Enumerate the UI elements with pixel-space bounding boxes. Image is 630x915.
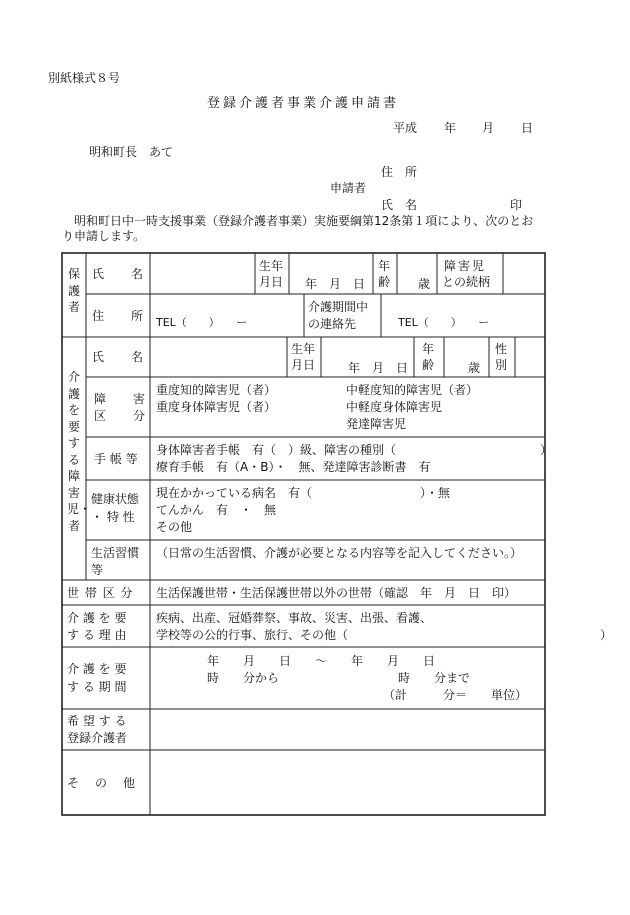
child-birth-label-2: 月日 <box>291 358 316 372</box>
child-sex-label-1: 性 <box>495 342 508 356</box>
reason-line-1: 疾病、出産、冠婚葬祭、事故、災害、出張、看護、 <box>156 611 433 625</box>
applicant-name-label: 氏 名 <box>381 198 418 212</box>
guardian-birth-label-1: 生年 <box>259 259 284 273</box>
contact-tel: TEL（ ） ー <box>398 316 490 329</box>
child-sex-label-2: 別 <box>495 358 508 372</box>
guardian-relation-label-2: との続柄 <box>442 275 491 289</box>
intro-line-1: 明和町日中一時支援事業（登録介護者事業）実施要綱第12条第１項により、次のとお <box>74 214 534 228</box>
date-month: 月 <box>482 121 495 135</box>
handbook-line-2: 療育手帳 有（A・B）・ 無、発達障害診断書 有 <box>156 460 431 474</box>
child-age-label-1: 年 <box>422 342 435 356</box>
guardian-age-label-2: 齢 <box>378 275 391 289</box>
period-line-3: （計 分＝ 単位） <box>383 688 528 702</box>
guardian-name-label: 氏 名 <box>92 267 145 281</box>
guardian-tel: TEL（ ） ー <box>156 316 248 329</box>
handbook-label: 手 帳 等 <box>94 452 138 466</box>
applicant-address-label: 住 所 <box>381 165 418 179</box>
period-label-1: 介 護 を 要 <box>67 662 127 676</box>
period-line-1: 年 月 日 ～ 年 月 日 <box>207 654 436 668</box>
household-label: 世 帯 区 分 <box>67 586 134 600</box>
page-title: 登録介護者事業介護申請書 <box>207 96 400 111</box>
caregiver-label-2: 登録介護者 <box>67 731 128 745</box>
handbook-line-1: 身体障害者手帳 有（ ）級、障害の種別（ ） <box>156 443 553 457</box>
habits-label-2: 等 <box>91 563 104 577</box>
disability-label-2: 区 分 <box>94 409 147 423</box>
reason-label-1: 介 護 を 要 <box>67 611 127 625</box>
form-number: 別紙様式８号 <box>48 71 121 85</box>
disability-severe-intellectual: 重度知的障害児（者） <box>156 383 277 397</box>
child-age-unit: 歳 <box>468 361 481 375</box>
disability-mild-physical: 中軽度身体障害児 <box>346 400 443 414</box>
guardian-relation-label-1: 障害児 <box>444 259 487 273</box>
health-line-1: 現在かかっている病名 有（ ）・無 <box>156 486 451 500</box>
seal-mark: 印 <box>510 198 523 212</box>
contact-label-1: 介護期間中 <box>308 300 369 314</box>
date-year: 年 <box>444 121 457 135</box>
guardian-age-label-1: 年 <box>378 259 391 273</box>
applicant-label: 申請者 <box>330 181 367 195</box>
guardian-birth-label-2: 月日 <box>259 275 284 289</box>
disability-mild-intellectual: 中軽度知的障害児（者） <box>346 383 479 397</box>
child-age-label-2: 齢 <box>422 358 435 372</box>
date-era: 平成 <box>393 121 418 135</box>
disability-severe-physical: 重度身体障害児（者） <box>156 400 277 414</box>
addressee: 明和町長 あて <box>89 145 174 159</box>
guardian-age-unit: 歳 <box>418 277 431 291</box>
disability-label-1: 障 害 <box>94 392 147 406</box>
health-line-3: その他 <box>156 520 193 534</box>
period-line-2-to: 時 分まで <box>398 671 471 685</box>
period-line-2-from: 時 分から <box>207 671 280 685</box>
habits-text: （日常の生活習慣、介護が必要となる内容等を記入してください。） <box>156 546 523 560</box>
health-label-1: 健康状態 <box>91 492 140 506</box>
child-name-label: 氏 名 <box>92 350 145 364</box>
household-text: 生活保護世帯・生活保護世帯以外の世帯（確認 年 月 日 印） <box>156 586 517 600</box>
child-birth-label-1: 生年 <box>291 342 316 356</box>
guardian-section-label: 保護者 <box>67 267 80 314</box>
health-line-2: てんかん 有 ・ 無 <box>156 503 277 517</box>
guardian-birth-ymd: 年 月 日 <box>305 277 366 291</box>
date-day: 日 <box>521 121 534 135</box>
other-label: そ の 他 <box>67 776 138 790</box>
reason-line-2: 学校等の公的行事、旅行、その他（ ） <box>156 628 613 642</box>
period-label-2: す る 期 間 <box>67 680 127 694</box>
child-section-label: 介護を要する障害児・者 <box>67 370 92 533</box>
habits-label-1: 生活習慣 <box>91 546 140 560</box>
disability-developmental: 発達障害児 <box>346 417 407 431</box>
reason-label-2: す る 理 由 <box>67 628 127 642</box>
health-label-2: ・ 特 性 <box>91 510 135 524</box>
child-birth-ymd: 年 月 日 <box>348 361 409 375</box>
intro-line-2: り申請します。 <box>62 229 146 243</box>
guardian-address-label: 住 所 <box>92 309 145 323</box>
caregiver-label-1: 希 望 す る <box>67 714 127 728</box>
contact-label-2: の連絡先 <box>308 317 357 331</box>
